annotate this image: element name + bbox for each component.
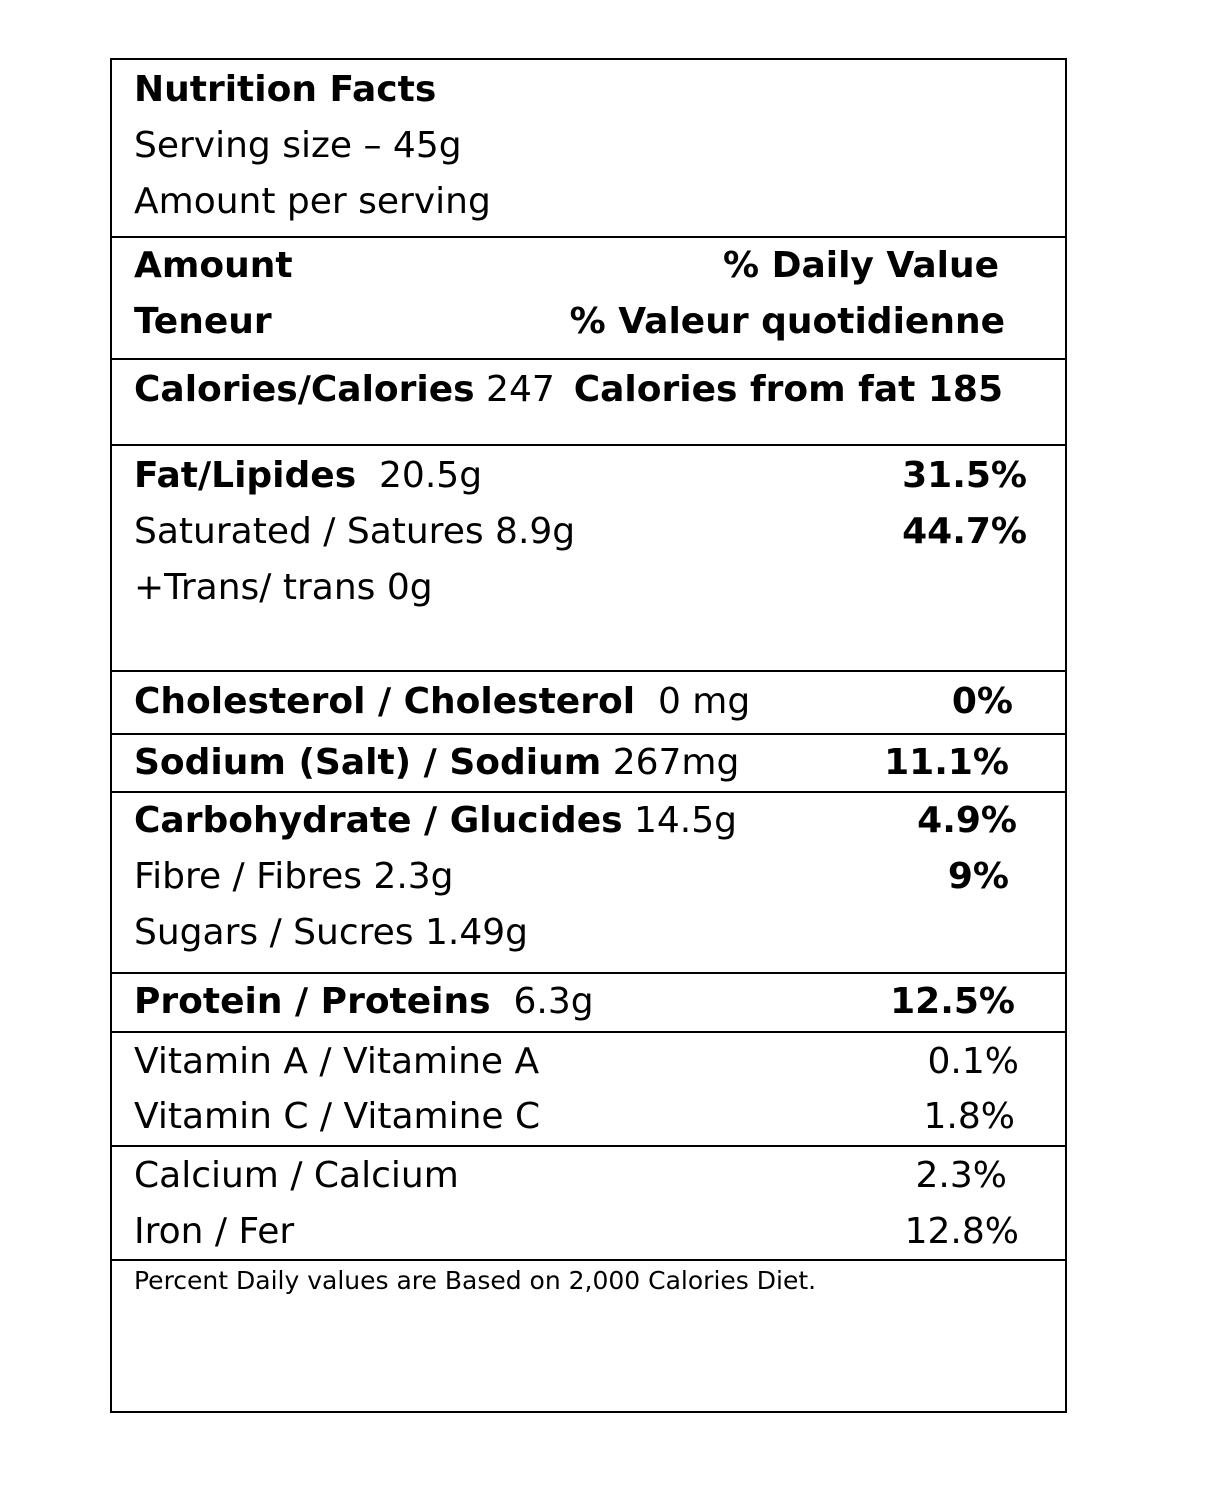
calories-label: Calories/Calories	[134, 369, 475, 410]
carbohydrate-label: Carbohydrate / Glucides	[134, 800, 623, 841]
vitamin-a: Vitamin A / Vitamine A	[134, 1041, 540, 1082]
fat-label: Fat/Lipides	[134, 455, 357, 496]
divider	[112, 358, 1065, 360]
cholesterol-row	[134, 680, 750, 724]
divider	[112, 670, 1065, 672]
protein-dv: 12.5%	[890, 981, 1015, 1022]
carbohydrate-row	[134, 799, 737, 843]
saturated-fat: Saturated / Satures 8.9g	[134, 511, 576, 552]
calories-value: 247	[486, 369, 555, 410]
fat-dv: 31.5%	[902, 455, 1027, 496]
vitamin-c-dv: 1.8%	[923, 1096, 1015, 1137]
column-dv-en: % Daily Value	[722, 245, 999, 286]
sodium-row	[134, 741, 739, 785]
divider	[112, 1259, 1065, 1261]
column-amount-fr: Teneur	[134, 301, 272, 342]
column-amount-en: Amount	[134, 245, 293, 286]
calcium: Calcium / Calcium	[134, 1155, 459, 1196]
serving-size: Serving size – 45g	[134, 125, 462, 166]
calories-row	[134, 368, 555, 412]
divider	[112, 791, 1065, 793]
carbohydrate-dv: 4.9%	[917, 800, 1017, 841]
fibre-dv: 9%	[947, 856, 1009, 897]
trans-fat: +Trans/ trans 0g	[134, 567, 433, 608]
divider	[112, 733, 1065, 735]
calcium-dv: 2.3%	[915, 1155, 1007, 1196]
protein-label: Protein / Proteins	[134, 981, 491, 1022]
column-dv-fr: % Valeur quotidienne	[569, 301, 1005, 342]
sodium-amount: 267mg	[612, 742, 740, 783]
carbohydrate-amount: 14.5g	[633, 800, 737, 841]
sodium-dv: 11.1%	[884, 742, 1009, 783]
cholesterol-dv: 0%	[951, 681, 1013, 722]
sugars: Sugars / Sucres 1.49g	[134, 912, 528, 953]
divider	[112, 972, 1065, 974]
calories-from-fat: Calories from fat 185	[573, 369, 1003, 410]
iron-dv: 12.8%	[904, 1211, 1019, 1252]
divider	[112, 1145, 1065, 1147]
sodium-label: Sodium (Salt) / Sodium	[134, 742, 602, 783]
label-title: Nutrition Facts	[134, 69, 437, 110]
vitamin-c: Vitamin C / Vitamine C	[134, 1096, 541, 1137]
fat-row	[134, 454, 482, 498]
protein-amount: 6.3g	[513, 981, 594, 1022]
amount-per-serving: Amount per serving	[134, 181, 491, 222]
fat-amount: 20.5g	[379, 455, 483, 496]
nutrition-facts-label	[110, 58, 1067, 1413]
vitamin-a-dv: 0.1%	[927, 1041, 1019, 1082]
cholesterol-amount: 0 mg	[657, 681, 751, 722]
fibre: Fibre / Fibres 2.3g	[134, 856, 454, 897]
saturated-fat-dv: 44.7%	[902, 511, 1027, 552]
footnote: Percent Daily values are Based on 2,000 Calories Diet.	[134, 1266, 817, 1295]
divider	[112, 1031, 1065, 1033]
protein-row	[134, 980, 594, 1024]
iron: Iron / Fer	[134, 1211, 295, 1252]
cholesterol-label: Cholesterol / Cholesterol	[134, 681, 636, 722]
divider	[112, 236, 1065, 238]
divider	[112, 444, 1065, 446]
